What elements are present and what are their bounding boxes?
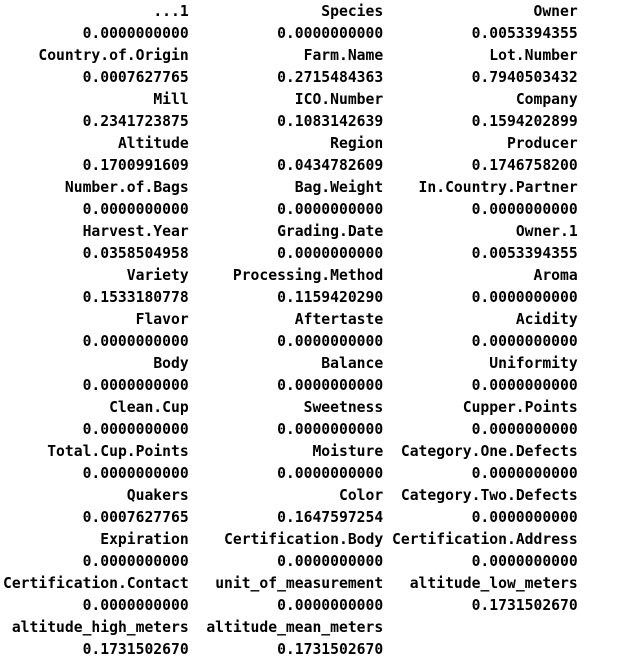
vector-entry-name: Producer [506,135,578,152]
vector-entry-name: Flavor [135,311,189,328]
vector-entry-name: Owner.1 [515,223,578,240]
vector-entry-value: 0.0000000000 [277,421,384,438]
vector-names-line [3,133,635,155]
vector-entry-value: 0.0000000000 [471,289,578,306]
vector-entry-value: 0.1159420290 [277,289,384,306]
vector-entry-name: Moisture [312,443,384,460]
vector-entry-value: 0.0000000000 [277,333,384,350]
vector-entry-name: Color [338,487,384,504]
vector-entry-value: 0.0000000000 [82,201,189,218]
vector-entry-name: Category.One.Defects [400,443,578,460]
vector-entry-value: 0.0000000000 [277,245,384,262]
vector-entry-name: Aroma [533,267,578,284]
vector-names-line [3,397,635,419]
vector-names-line [3,529,635,551]
vector-entry-name: In.Country.Partner [418,179,578,196]
vector-entry-name: Grading.Date [277,223,384,240]
vector-entry-value: 0.0000000000 [277,25,384,42]
vector-names-line [3,89,635,111]
vector-entry-name: Certification.Contact [3,575,189,592]
vector-values-line [3,551,635,573]
vector-entry-name: Category.Two.Defects [400,487,578,504]
vector-entry-value: 0.0358504958 [82,245,189,262]
vector-entry-name: Cupper.Points [462,399,578,416]
vector-entry-name: Region [330,135,384,152]
vector-entry-name: Sweetness [303,399,384,416]
vector-entry-value: 0.0000000000 [82,421,189,438]
vector-entry-name [392,617,578,639]
vector-values-line [3,287,635,309]
vector-names-line [3,45,635,67]
vector-entry-name: Total.Cup.Points [47,443,189,460]
vector-entry-value: 0.0000000000 [82,553,189,570]
vector-entry-value [392,639,578,661]
vector-entry-value: 0.0000000000 [277,201,384,218]
vector-entry-value: 0.1731502670 [277,641,384,658]
vector-entry-value: 0.7940503432 [471,69,578,86]
vector-entry-name: Processing.Method [232,267,384,284]
vector-names-line [3,617,635,639]
vector-values-line [3,639,635,661]
vector-entry-value: 0.0000000000 [471,377,578,394]
vector-entry-value: 0.0000000000 [471,509,578,526]
vector-entry-value: 0.1700991609 [82,157,189,174]
vector-entry-name: Farm.Name [303,47,384,64]
vector-entry-name: Company [515,91,578,108]
vector-entry-name: Variety [126,267,189,284]
vector-values-line [3,23,635,45]
vector-entry-name: Number.of.Bags [64,179,189,196]
vector-values-line [3,463,635,485]
vector-names-line [3,441,635,463]
vector-entry-name: Mill [153,91,189,108]
vector-entry-value: 0.0000000000 [82,465,189,482]
vector-entry-value: 0.0000000000 [82,597,189,614]
vector-values-line [3,243,635,265]
vector-entry-value: 0.0000000000 [277,465,384,482]
vector-entry-value: 0.1746758200 [471,157,578,174]
vector-entry-name: Acidity [515,311,578,328]
vector-entry-value: 0.0000000000 [471,465,578,482]
vector-names-line [3,353,635,375]
vector-entry-value: 0.0000000000 [82,25,189,42]
vector-entry-value: 0.1731502670 [82,641,189,658]
vector-entry-value: 0.0053394355 [471,25,578,42]
vector-values-line [3,155,635,177]
vector-names-line [3,1,635,23]
vector-entry-name: unit_of_measurement [215,575,384,592]
vector-entry-name: Body [153,355,189,372]
vector-entry-name: Species [321,3,384,20]
vector-values-line [3,419,635,441]
vector-values-line [3,375,635,397]
vector-entry-name: Expiration [100,531,189,548]
vector-entry-name: Harvest.Year [82,223,189,240]
vector-entry-value: 0.1731502670 [471,597,578,614]
vector-entry-value: 0.0007627765 [82,69,189,86]
vector-names-line [3,177,635,199]
vector-entry-value: 0.0000000000 [82,377,189,394]
vector-entry-name: ...1 [153,3,189,20]
vector-entry-value: 0.0000000000 [471,421,578,438]
vector-values-line [3,507,635,529]
vector-entry-name: altitude_high_meters [11,619,189,636]
vector-entry-name: altitude_low_meters [409,575,578,592]
vector-entry-value: 0.0000000000 [471,333,578,350]
vector-entry-value: 0.2715484363 [277,69,384,86]
vector-entry-value: 0.0000000000 [277,597,384,614]
vector-entry-name: Uniformity [489,355,578,372]
vector-entry-name: Country.of.Origin [38,47,189,64]
vector-values-line [3,67,635,89]
vector-entry-value: 0.0000000000 [471,553,578,570]
vector-names-line [3,265,635,287]
vector-entry-value: 0.2341723875 [82,113,189,130]
vector-entry-value: 0.0000000000 [277,377,384,394]
vector-names-line [3,221,635,243]
vector-values-line [3,331,635,353]
vector-entry-name: Altitude [117,135,189,152]
vector-entry-name: Quakers [126,487,189,504]
vector-entry-value: 0.1647597254 [277,509,384,526]
vector-entry-name: Lot.Number [489,47,578,64]
vector-entry-name: Owner [533,3,578,20]
vector-entry-value: 0.1533180778 [82,289,189,306]
vector-entry-name: Balance [321,355,384,372]
vector-entry-value: 0.0434782609 [277,157,384,174]
vector-entry-name: Certification.Address [392,531,578,548]
vector-values-line [3,595,635,617]
vector-entry-name: Certification.Body [224,531,384,548]
vector-entry-value: 0.0000000000 [277,553,384,570]
vector-entry-name: Aftertaste [294,311,384,328]
vector-entry-value: 0.0000000000 [471,201,578,218]
vector-entry-name: ICO.Number [294,91,384,108]
vector-entry-name: altitude_mean_meters [206,619,384,636]
vector-names-line [3,485,635,507]
vector-entry-value: 0.1594202899 [471,113,578,130]
vector-names-line [3,309,635,331]
vector-entry-value: 0.0000000000 [82,333,189,350]
vector-values-line [3,199,635,221]
vector-values-line [3,111,635,133]
vector-entry-value: 0.0007627765 [82,509,189,526]
vector-entry-value: 0.1083142639 [277,113,384,130]
vector-names-line [3,573,635,595]
vector-entry-name: Bag.Weight [294,179,384,196]
vector-entry-value: 0.0053394355 [471,245,578,262]
vector-entry-name: Clean.Cup [109,399,189,416]
